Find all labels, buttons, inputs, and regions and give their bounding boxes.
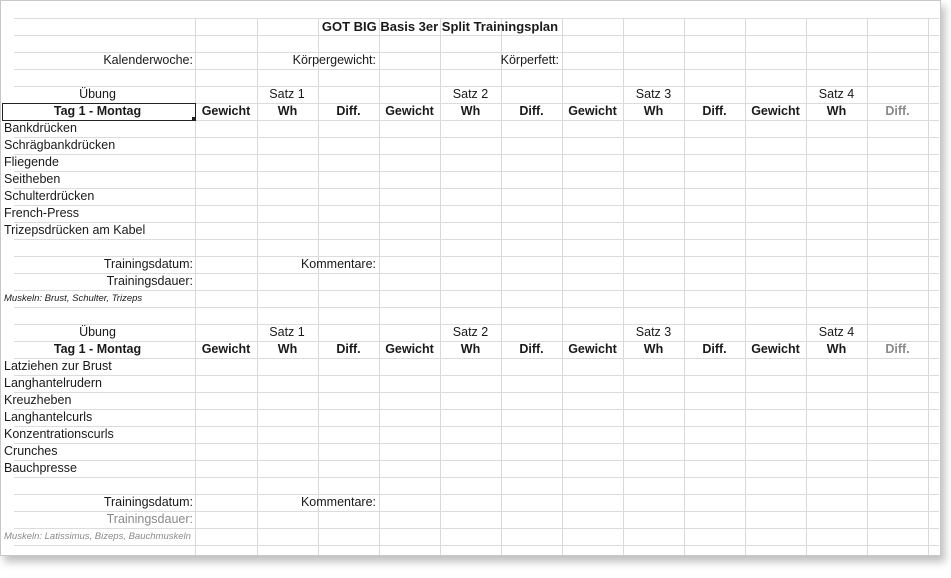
column-header-gewicht[interactable]: Gewicht: [201, 104, 251, 118]
column-header-gewicht[interactable]: Gewicht: [385, 104, 434, 118]
kommentare-label[interactable]: Kommentare:: [300, 257, 376, 271]
exercise-name[interactable]: Langhantelrudern: [4, 376, 102, 390]
koerpergewicht-label[interactable]: Körpergewicht:: [292, 53, 376, 67]
exercise-name[interactable]: Kreuzheben: [4, 393, 72, 407]
set-header-3[interactable]: Satz 3: [635, 87, 672, 101]
set-header-4[interactable]: Satz 4: [818, 87, 855, 101]
column-gridline: [928, 18, 929, 555]
trainingsdauer-label[interactable]: Trainingsdauer:: [106, 512, 193, 526]
row-gridline: [14, 545, 939, 546]
exercise-name[interactable]: Trizepsdrücken am Kabel: [4, 223, 146, 237]
exercise-name[interactable]: Seitheben: [4, 172, 61, 186]
column-header-diff[interactable]: Diff.: [336, 104, 361, 118]
exercise-name[interactable]: Bankdrücken: [4, 121, 77, 135]
exercise-name[interactable]: French-Press: [4, 206, 80, 220]
row-gridline: [14, 35, 939, 36]
column-header-wh[interactable]: Wh: [277, 342, 298, 356]
exercise-name[interactable]: Bauchpresse: [4, 461, 77, 475]
fill-handle[interactable]: [192, 117, 196, 121]
column-header-diff[interactable]: Diff.: [519, 342, 544, 356]
trainingsdatum-label[interactable]: Trainingsdatum:: [103, 495, 193, 509]
column-header-diff[interactable]: Diff.: [885, 104, 910, 118]
uebung-label[interactable]: Übung: [79, 325, 116, 339]
exercise-name[interactable]: Fliegende: [4, 155, 59, 169]
day-header[interactable]: Tag 1 - Montag: [53, 342, 142, 356]
exercise-name[interactable]: Crunches: [4, 444, 58, 458]
muscles-note[interactable]: Muskeln: Latissimus, Bizeps, Bauchmuskeln: [4, 531, 191, 542]
column-header-gewicht[interactable]: Gewicht: [751, 342, 800, 356]
selected-cell-outline: [2, 103, 196, 121]
column-header-gewicht[interactable]: Gewicht: [201, 342, 251, 356]
column-header-gewicht[interactable]: Gewicht: [568, 104, 617, 118]
column-header-diff[interactable]: Diff.: [702, 342, 727, 356]
set-header-4[interactable]: Satz 4: [818, 325, 855, 339]
exercise-name[interactable]: Konzentrationscurls: [4, 427, 114, 441]
exercise-name[interactable]: Schrägbankdrücken: [4, 138, 116, 152]
column-header-wh[interactable]: Wh: [826, 342, 847, 356]
exercise-name[interactable]: Schulterdrücken: [4, 189, 95, 203]
row-gridline: [14, 69, 939, 70]
kalenderwoche-label[interactable]: Kalenderwoche:: [103, 53, 193, 67]
row-gridline: [14, 239, 939, 240]
uebung-label[interactable]: Übung: [79, 87, 116, 101]
koerperfett-label[interactable]: Körperfett:: [500, 53, 559, 67]
set-header-1[interactable]: Satz 1: [269, 87, 305, 101]
column-header-wh[interactable]: Wh: [643, 104, 664, 118]
column-header-diff[interactable]: Diff.: [519, 104, 544, 118]
column-header-wh[interactable]: Wh: [460, 342, 481, 356]
kommentare-label[interactable]: Kommentare:: [300, 495, 376, 509]
column-header-diff[interactable]: Diff.: [885, 342, 910, 356]
set-header-2[interactable]: Satz 2: [452, 87, 489, 101]
set-header-1[interactable]: Satz 1: [269, 325, 305, 339]
trainingsdatum-label[interactable]: Trainingsdatum:: [103, 257, 193, 271]
exercise-name[interactable]: Langhantelcurls: [4, 410, 93, 424]
day-header[interactable]: Tag 1 - Montag: [53, 104, 142, 118]
sheet-title[interactable]: GOT BIG Basis 3er Split Trainingsplan: [321, 19, 559, 34]
column-header-wh[interactable]: Wh: [643, 342, 664, 356]
exercise-name[interactable]: Latziehen zur Brust: [4, 359, 112, 373]
column-header-gewicht[interactable]: Gewicht: [568, 342, 617, 356]
column-header-diff[interactable]: Diff.: [702, 104, 727, 118]
column-header-wh[interactable]: Wh: [277, 104, 298, 118]
set-header-3[interactable]: Satz 3: [635, 325, 672, 339]
column-header-gewicht[interactable]: Gewicht: [751, 104, 800, 118]
set-header-2[interactable]: Satz 2: [452, 325, 489, 339]
muscles-note[interactable]: Muskeln: Brust, Schulter, Trizeps: [4, 293, 143, 304]
column-header-wh[interactable]: Wh: [826, 104, 847, 118]
row-gridline: [14, 477, 939, 478]
trainingsdauer-label[interactable]: Trainingsdauer:: [106, 274, 193, 288]
row-gridline: [14, 307, 939, 308]
column-header-wh[interactable]: Wh: [460, 104, 481, 118]
column-header-gewicht[interactable]: Gewicht: [385, 342, 434, 356]
column-header-diff[interactable]: Diff.: [336, 342, 361, 356]
